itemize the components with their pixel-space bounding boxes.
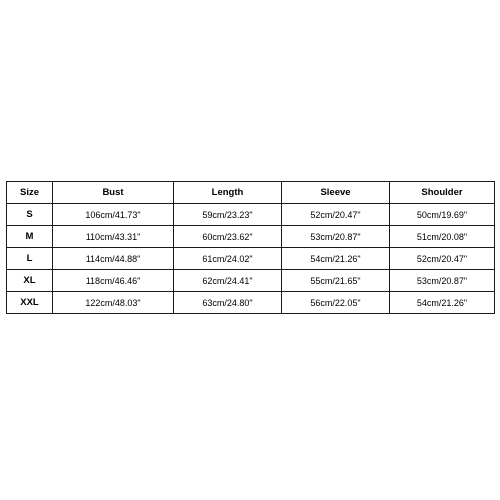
- shoulder-cell: 54cm/21.26": [390, 292, 495, 314]
- sleeve-cell: 55cm/21.65": [282, 270, 390, 292]
- bust-cell: 118cm/46.46": [53, 270, 174, 292]
- table-row: [7, 204, 495, 226]
- sleeve-cell: 54cm/21.26": [282, 248, 390, 270]
- length-cell: 60cm/23.62": [174, 226, 282, 248]
- size-chart-table: [6, 181, 495, 314]
- length-cell: 61cm/24.02": [174, 248, 282, 270]
- size-cell: XXL: [7, 292, 53, 314]
- header-bust: Bust: [53, 182, 174, 204]
- bust-cell: 106cm/41.73": [53, 204, 174, 226]
- header-sleeve: Sleeve: [282, 182, 390, 204]
- header-length: Length: [174, 182, 282, 204]
- sleeve-cell: 52cm/20.47": [282, 204, 390, 226]
- header-size: Size: [7, 182, 53, 204]
- shoulder-cell: 50cm/19.69": [390, 204, 495, 226]
- bust-cell: 114cm/44.88": [53, 248, 174, 270]
- sleeve-cell: 53cm/20.87": [282, 226, 390, 248]
- shoulder-cell: 53cm/20.87": [390, 270, 495, 292]
- bust-cell: 122cm/48.03": [53, 292, 174, 314]
- header-shoulder: Shoulder: [390, 182, 495, 204]
- length-cell: 62cm/24.41": [174, 270, 282, 292]
- size-cell: L: [7, 248, 53, 270]
- length-cell: 59cm/23.23": [174, 204, 282, 226]
- sleeve-cell: 56cm/22.05": [282, 292, 390, 314]
- shoulder-cell: 51cm/20.08": [390, 226, 495, 248]
- shoulder-cell: 52cm/20.47": [390, 248, 495, 270]
- size-cell: M: [7, 226, 53, 248]
- size-cell: S: [7, 204, 53, 226]
- bust-cell: 110cm/43.31": [53, 226, 174, 248]
- header-row: [7, 182, 495, 204]
- size-cell: XL: [7, 270, 53, 292]
- length-cell: 63cm/24.80": [174, 292, 282, 314]
- table-row: [7, 292, 495, 314]
- table-row: [7, 270, 495, 292]
- table-row: [7, 248, 495, 270]
- table-row: [7, 226, 495, 248]
